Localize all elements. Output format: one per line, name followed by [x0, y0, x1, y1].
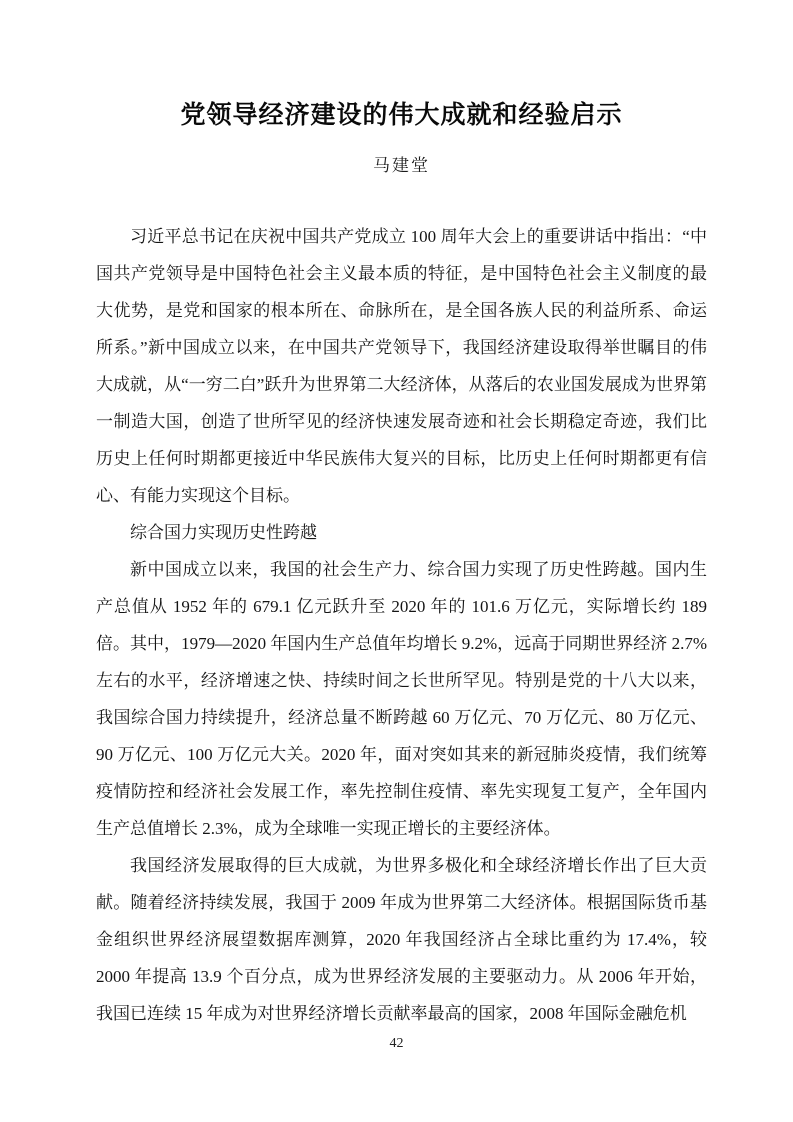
body-text: [96, 218, 707, 1032]
author-name: 马建堂: [373, 156, 430, 175]
document-content: [96, 98, 707, 1032]
page-number: 42: [389, 1036, 404, 1051]
paragraph-national-strength: 新中国成立以来，我国的社会生产力、综合国力实现了历史性跨越。国内生产总值从 1952 年的 679.1 亿元跃升至 2020 年的 101.6 万亿元，实际增长约 189 倍。其中，1979—2020 年国内生产总值年均增长 9.2%，远高于同期世界经济 2.7%左右的水平，经济增速之快、持续时间之长世所罕见。特别是党的十八大以来，我国综合国力持续提升，经济总量不断跨越 60 万亿元、70 万亿元、80 万亿元、90 万亿元、100 万亿元大关。2020 年，面对突如其来的新冠肺炎疫情，我们统筹疫情防控和经济社会发展工作，率先控制住疫情、率先实现复工复产，全年国内生产总值增长 2.3%，成为全球唯一实现正增长的主要经济体。: [96, 560, 707, 838]
section-heading: 综合国力实现历史性跨越: [130, 523, 317, 542]
paragraph-global-contribution: 我国经济发展取得的巨大成就，为世界多极化和全球经济增长作出了巨大贡献。随着经济持续发展，我国于 2009 年成为世界第二大经济体。根据国际货币基金组织世界经济展望数据库测算，2020 年我国经济占全球比重约为 17.4%，较 2000 年提高 13.9 个百分点，成为世界经济发展的主要驱动力。从 2006 年开始，我国已连续 15 年成为对世界经济增长贡献率最高的国家，2008 年国际金融危机: [96, 856, 707, 1023]
paragraph-intro: 习近平总书记在庆祝中国共产党成立 100 周年大会上的重要讲话中指出：“中国共产党领导是中国特色社会主义最本质的特征，是中国特色社会主义制度的最大优势，是党和国家的根本所在、命脉所在，是全国各族人民的利益所系、命运所系。”新中国成立以来，在中国共产党领导下，我国经济建设取得举世瞩目的伟大成就，从“一穷二白”跃升为世界第二大经济体，从落后的农业国发展成为世界第一制造大国，创造了世所罕见的经济快速发展奇迹和社会长期稳定奇迹，我们比历史上任何时期都更接近中华民族伟大复兴的目标，比历史上任何时期都更有信心、有能力实现这个目标。: [96, 227, 707, 505]
page-title: 党领导经济建设的伟大成就和经验启示: [180, 102, 623, 129]
